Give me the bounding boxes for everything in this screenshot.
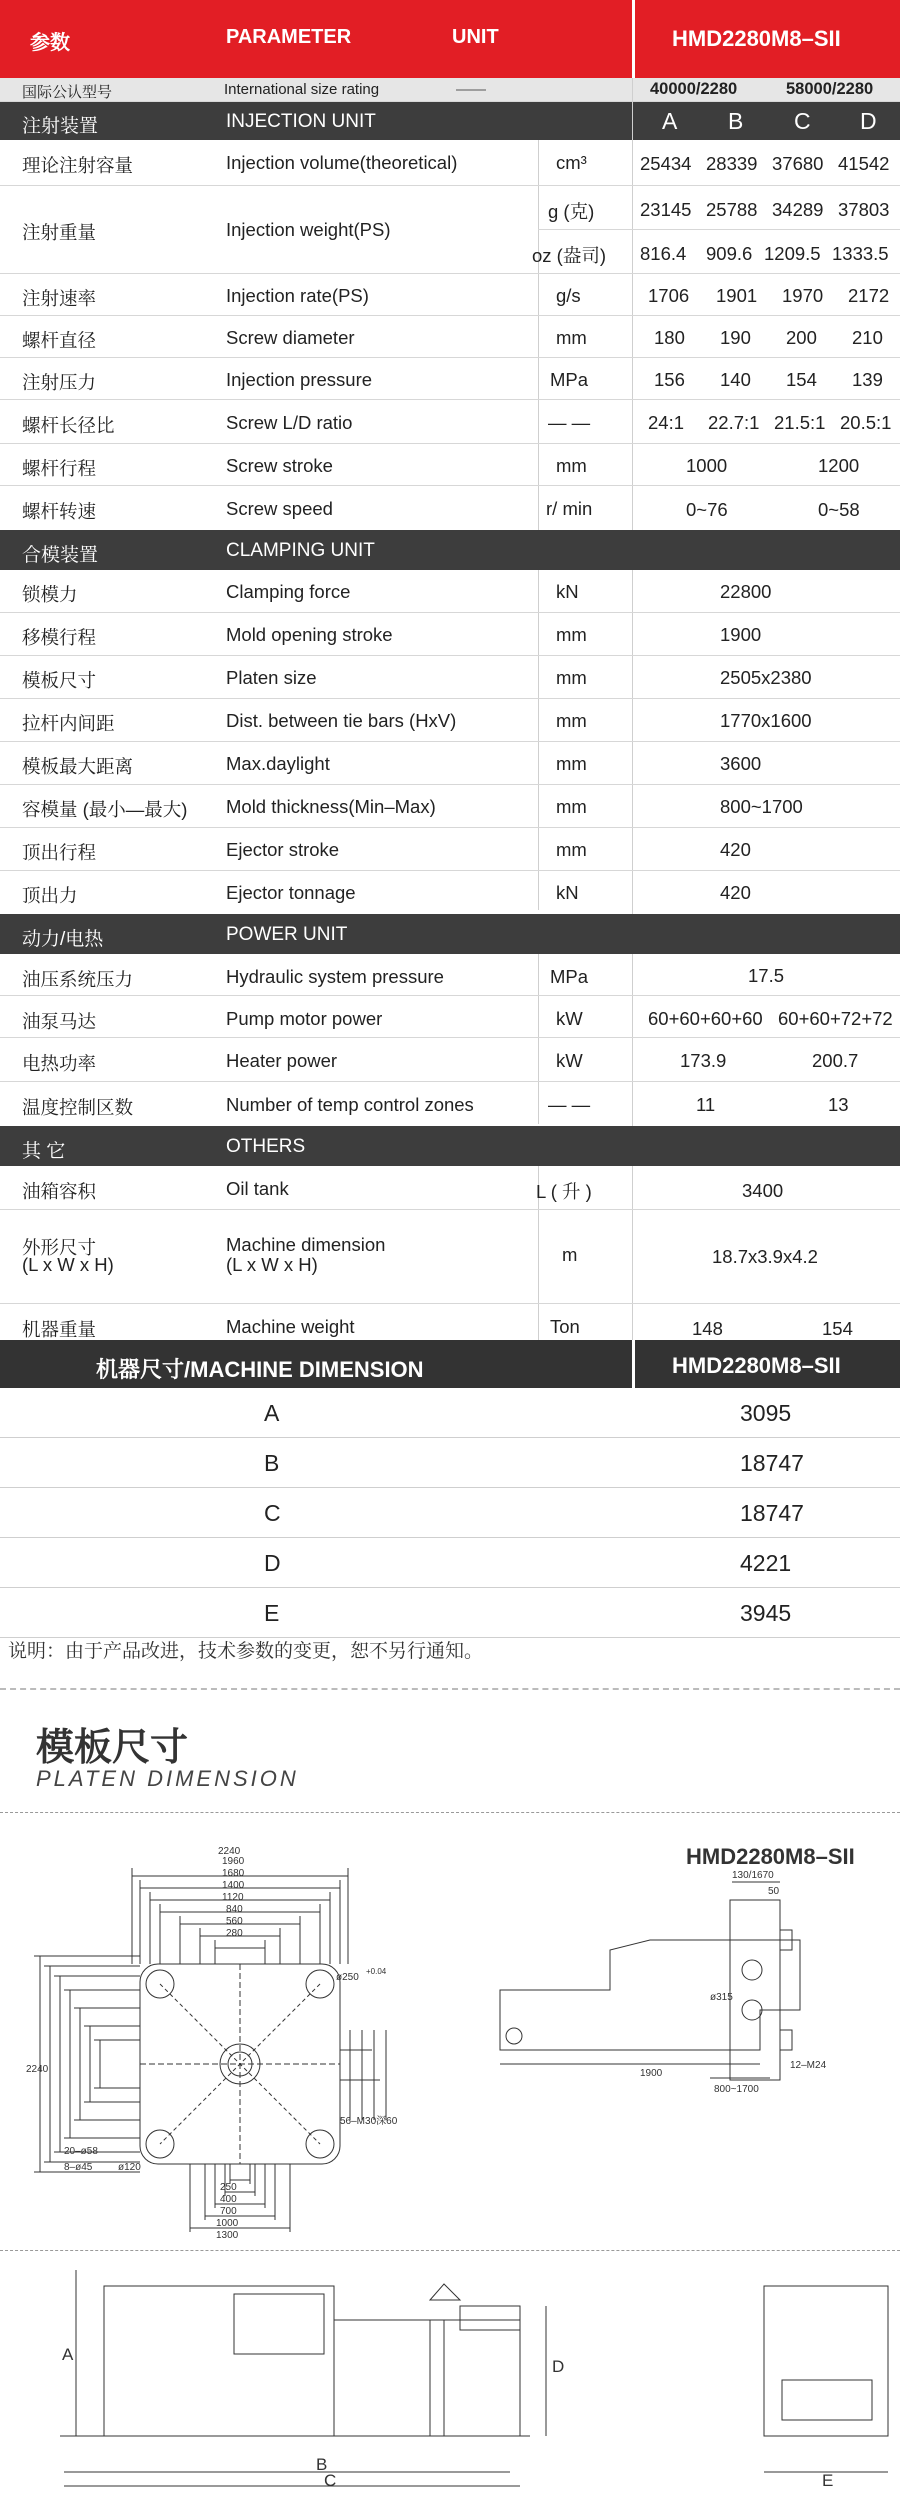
dimension-row [0,1488,900,1538]
svg-text:8–ø45: 8–ø45 [64,2162,93,2173]
row-machine-dimension: 外形尺寸 (L x W x H) Machine dimension (L x W x H) m 18.7x3.9x4.2 [0,1210,900,1304]
clamping-thick-unit: mm [556,796,587,817]
row-screw-speed: 螺杆转速 Screw speed r/ min 0~76 0~58 [22,498,860,522]
row-clamping-platen [0,656,900,699]
row-machine-weight: 机器重量 Machine weight Ton 148 154 [22,1316,853,1340]
clamping-force-en: Clamping force [226,581,351,602]
dimension-row [0,1438,900,1488]
row-injection-pressure: 注射压力 Injection pressure MPa 156 140 154 139 [0,358,900,400]
header-param-cn: 参数 [30,32,70,54]
clamping-open-unit: mm [556,624,587,645]
svg-text:50: 50 [768,1886,780,1897]
dimension-row [0,1588,900,1638]
clamping-tiebar-unit: mm [556,710,587,731]
svg-text:ø120: ø120 [118,2162,141,2173]
elev-label-d: D [552,2357,565,2376]
clamping-ejt-v: 420 [720,882,751,903]
dimension-row [0,1388,900,1438]
rating-row: 国际公认型号 International size rating —— 40000/2280 58000/2280 [0,78,900,102]
svg-text:700: 700 [220,2206,237,2217]
machine-dimension-header: 机器尺寸/MACHINE DIMENSION HMD2280M8–SII [0,1340,900,1388]
row-injection-rate: 注射速率 Injection rate(PS) g/s 1706 1901 1970 2172 [0,274,900,316]
clamping-platen-unit: mm [556,667,587,688]
svg-text:20–ø58: 20–ø58 [64,2146,98,2157]
row-pump-motor: 油泵马达 Pump motor power kW 60+60+60+60 60+60+72+72 [0,996,900,1038]
clamping-platen-en: Platen size [226,667,317,688]
row-clamping-daylight [0,742,900,785]
svg-text:400: 400 [220,2194,237,2205]
clamping-ejs-cn: 顶出行程 [22,842,97,863]
row-clamping-ejt [0,871,900,914]
section-injection: 注射装置 INJECTION UNIT A B C D [0,102,900,140]
platen-model: HMD2280M8–SII [686,1844,855,1869]
row-injection-weight: 注射重量 Injection weight(PS) g (克) 23145 25788 34289 37803 oz (盎司) 816.4 909.6 1209.5 1333.5 [0,186,900,274]
svg-text:1680: 1680 [222,1868,245,1879]
note-text: 说明：由于产品改进，技术参数的变更，恕不另行通知。 [8,1641,484,1662]
row-injection-volume: 理论注射容量 Injection volume(theoretical) cm³ 25434 28339 37680 41542 [0,140,900,186]
platen-title-en: PLATEN DIMENSION [36,1766,299,1791]
dimension-value: 3945 [740,1600,792,1626]
clamping-daylight-v: 3600 [720,753,762,774]
clamping-daylight-en: Max.daylight [226,753,330,774]
svg-text:560: 560 [226,1916,243,1927]
elev-label-a: A [62,2345,74,2364]
clamping-daylight-unit: mm [556,753,587,774]
platen-front-drawing [0,1840,460,2240]
clamping-force-v: 22800 [720,581,772,602]
svg-text:280: 280 [226,1928,243,1939]
row-screw-ld: 螺杆长径比 Screw L/D ratio — — 24:1 22.7:1 21.5:1 20.5:1 [0,400,900,444]
elev-label-b: B [316,2455,328,2474]
dimension-row [0,1538,900,1588]
svg-text:800~1700: 800~1700 [714,2084,759,2095]
row-screw-stroke: 螺杆行程 Screw stroke mm 1000 1200 [0,444,900,486]
clamping-open-en: Mold opening stroke [226,624,393,645]
svg-text:12–M24: 12–M24 [790,2060,827,2071]
clamping-ejs-unit: mm [556,839,587,860]
dimension-value: 18747 [740,1450,804,1476]
svg-text:ø250: ø250 [336,1972,359,1983]
clamping-force-unit: kN [556,581,579,602]
header-unit: UNIT [452,26,499,48]
clamping-ejt-unit: kN [556,882,579,903]
svg-text:+0.04: +0.04 [366,1967,387,1976]
machine-elevation-drawing [0,2260,900,2496]
section-others: 其 它 OTHERS [0,1126,900,1166]
clamping-platen-v: 2505x2380 [720,667,812,688]
clamping-thick-v: 800~1700 [720,796,803,817]
row-clamping-tiebar [0,699,900,742]
clamping-tiebar-cn: 拉杆内间距 [22,713,115,734]
svg-text:250: 250 [220,2182,237,2193]
dim-2240: 2240 [218,1846,241,1857]
clamping-ejs-v: 420 [720,839,751,860]
svg-text:130/1670: 130/1670 [732,1870,774,1881]
dimension-key: C [264,1500,281,1526]
clamping-ejt-cn: 顶出力 [22,885,78,906]
clamping-open-v: 1900 [720,624,762,645]
svg-text:56–M30深60: 56–M30深60 [340,2116,398,2127]
header-model: HMD2280M8–SII [672,26,841,51]
dimension-value: 3095 [740,1400,792,1426]
dimension-value: 4221 [740,1550,792,1576]
row-screw-diameter: 螺杆直径 Screw diameter mm 180 190 200 210 [0,316,900,358]
svg-text:1120: 1120 [222,1892,244,1903]
clamping-thick-cn: 容模量 (最小—最大) [22,799,188,820]
section-power: 动力/电热 POWER UNIT [0,914,900,954]
dimension-key: E [264,1600,280,1626]
svg-text:1300: 1300 [216,2230,239,2240]
clamping-open-cn: 移模行程 [22,627,97,648]
row-clamping-thick [0,785,900,828]
row-heater-power: 电热功率 Heater power kW 173.9 200.7 [0,1038,900,1082]
clamping-tiebar-en: Dist. between tie bars (HxV) [226,710,457,731]
row-clamping-open [0,613,900,656]
svg-text:1000: 1000 [216,2218,239,2229]
clamping-thick-en: Mold thickness(Min–Max) [226,796,436,817]
clamping-force-cn: 锁模力 [22,584,78,605]
svg-text:840: 840 [226,1904,243,1915]
svg-text:ø315: ø315 [710,1992,733,2003]
dimension-key: B [264,1450,280,1476]
clamping-platen-cn: 模板尺寸 [22,670,97,691]
row-clamping-ejs [0,828,900,871]
row-temp-zones: 温度控制区数 Number of temp control zones — — 11 13 [22,1094,849,1118]
platen-side-drawing [470,1840,900,2160]
svg-text:1960: 1960 [222,1856,245,1867]
svg-text:1400: 1400 [222,1880,245,1891]
row-oil-tank: 油箱容积 Oil tank L ( 升 ) 3400 [0,1166,900,1210]
clamping-ejt-en: Ejector tonnage [226,882,356,903]
svg-text:1900: 1900 [640,2068,663,2079]
row-hydraulic-pressure: 油压系统压力 Hydraulic system pressure MPa 17.5 [0,954,900,996]
elev-label-c: C [324,2471,337,2490]
elev-label-e: E [822,2471,834,2490]
platen-title-cn: 模板尺寸 [36,1727,189,1769]
table-header [0,0,900,78]
svg-text:2240: 2240 [26,2064,49,2075]
dimension-key: D [264,1550,281,1576]
header-param-en: PARAMETER [226,26,352,48]
dimension-key: A [264,1400,280,1426]
clamping-daylight-cn: 模板最大距离 [22,756,134,777]
row-clamping-force [0,570,900,613]
clamping-tiebar-v: 1770x1600 [720,710,812,731]
section-clamping: 合模装置 CLAMPING UNIT [0,530,900,570]
clamping-ejs-en: Ejector stroke [226,839,340,860]
dimension-value: 18747 [740,1500,804,1526]
